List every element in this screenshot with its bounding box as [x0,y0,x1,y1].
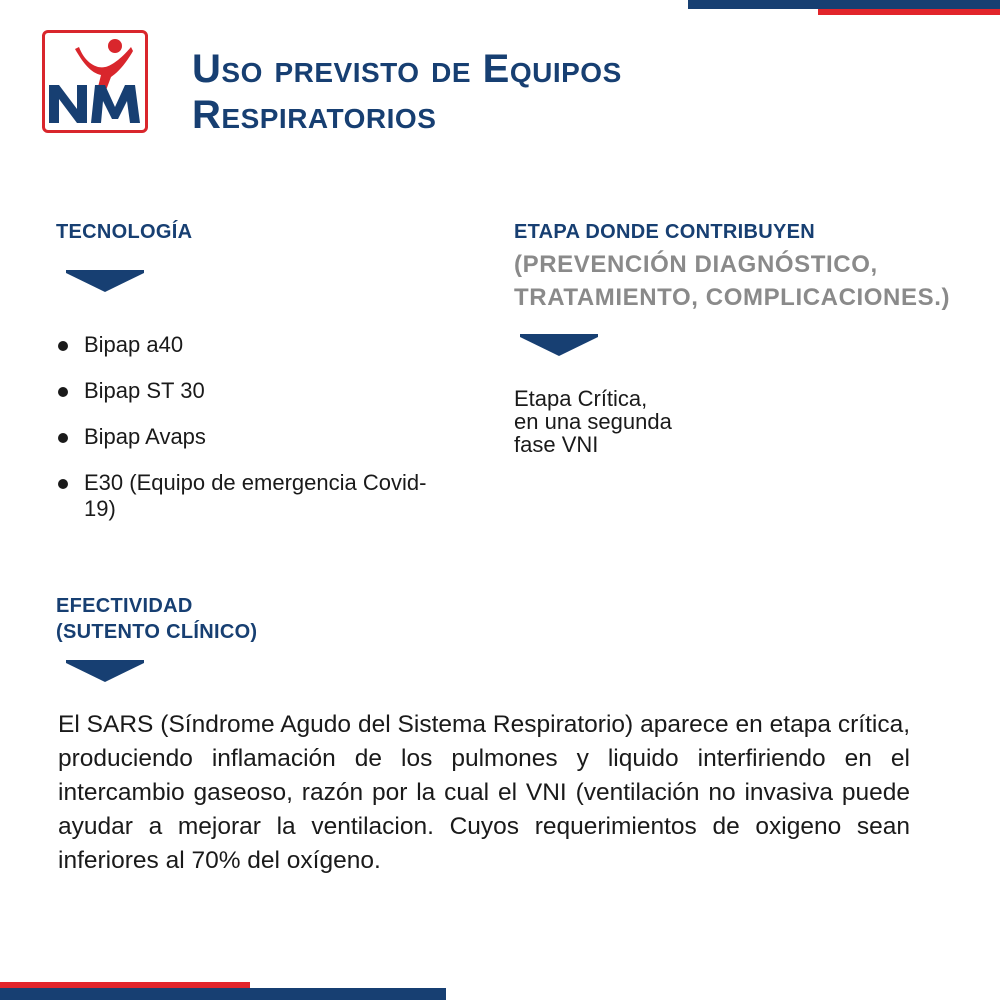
bullet-icon [58,387,68,397]
stage-subheading-line-2: TRATAMIENTO, COMPLICACIONES.) [514,284,951,311]
top-navy-stripe [688,0,1000,9]
stage-text [514,387,754,456]
stage-text-line-2: en una segunda [514,409,672,434]
bullet-icon [58,433,68,443]
effectiveness-heading-line-1: EFECTIVIDAD [56,595,193,617]
stage-chevron-down-icon [520,334,598,356]
bottom-navy-stripe [0,988,446,1000]
technology-item-label: E30 (Equipo de emergencia Covid-19) [84,470,427,521]
bullet-icon [58,479,68,489]
page-title-line-2: Respiratorios [192,93,437,137]
list-item [58,332,448,358]
nm-letters [49,85,140,123]
list-item [58,424,448,450]
technology-item-label: Bipap Avaps [84,424,206,449]
stage-subheading-line-1: (PREVENCIÓN DIAGNÓSTICO, [514,251,878,278]
technology-list [58,332,448,542]
logo [42,30,148,133]
technology-heading: TECNOLOGÍA [56,221,193,243]
technology-item-label: Bipap ST 30 [84,378,205,403]
page-title-line-1: Uso previsto de Equipos [192,47,622,91]
top-red-stripe [818,9,1000,15]
logo-graphic [45,33,145,130]
bullet-icon [58,341,68,351]
stage-text-line-1: Etapa Crítica, [514,386,648,411]
page-title [192,46,752,138]
effectiveness-heading-line-2: (SUTENTO CLÍNICO) [56,621,258,643]
stage-heading: ETAPA DONDE CONTRIBUYEN [514,221,815,243]
list-item [58,470,448,522]
stage-text-line-3: fase VNI [514,432,599,457]
technology-item-label: Bipap a40 [84,332,184,357]
list-item [58,378,448,404]
effectiveness-chevron-down-icon [66,660,144,682]
person-raising-arms-icon [75,39,133,93]
effectiveness-paragraph: El SARS (Síndrome Agudo del Sistema Respiratorio) aparece en etapa crítica, produciendo inflamación de los pulmones y liquido interfiriendo en el intercambio gaseoso, razón por la cual el VNI (ventilación no invasiva puede ayudar a mejorar la ventilacion. Cuyos requerimientos de oxigeno sean inferiores al 70% del oxígeno. [58,711,910,874]
technology-chevron-down-icon [66,270,144,292]
